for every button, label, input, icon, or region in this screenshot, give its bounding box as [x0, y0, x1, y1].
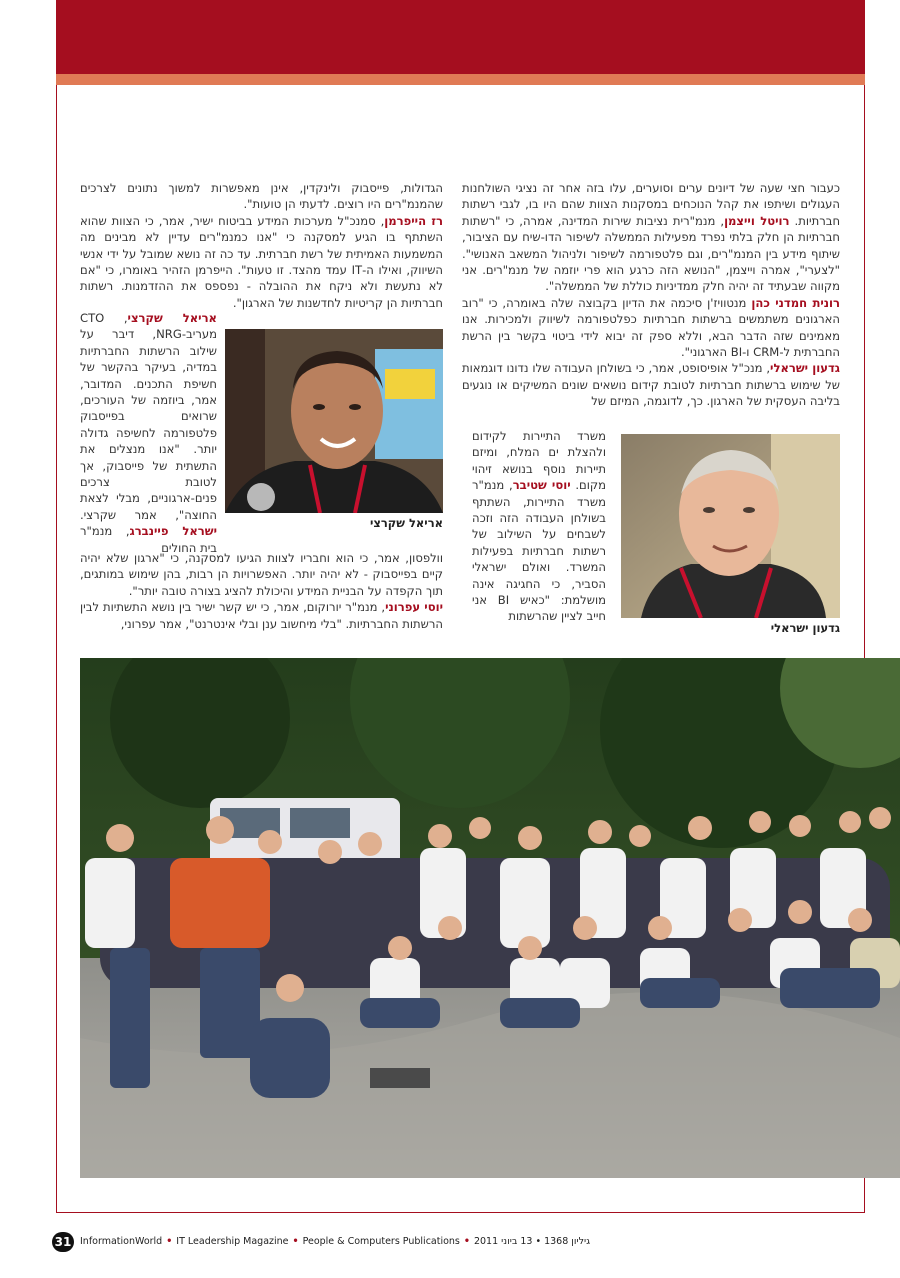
footer-magazine: IT Leadership Magazine	[176, 1236, 289, 1247]
speaker-name: אריאל שקרצי	[127, 311, 217, 325]
footer-issue: גיליון 1368 • 13 ביוני 2011	[473, 1236, 591, 1247]
paragraph-text: מנטוויז'ן סיכמה את הדיון בקבוצה שלה באומרה, כי "רוב הארגונים משתמשים ברשתות חברתיות כפלטפורמה לשיווק ולמכירות. אנו מאמינים שזה הדבר הבא, וללא ספק זה יבוא לידי ביטוי בקשר בין הרשת החברתית ל-CRM ו-BI הארגוני".	[462, 295, 840, 360]
frame-line-left	[56, 85, 57, 1213]
footer-publisher: People & Computers Publications	[302, 1236, 460, 1247]
photo-caption-ariel: אריאל שקרצי	[369, 516, 443, 530]
paragraph-text: , מנמ"ר בית החולים	[80, 524, 217, 555]
page-number: 31	[52, 1232, 74, 1252]
bullet-icon: •	[166, 1236, 173, 1247]
paragraph-text: משרד התיירות לקידום ולהצלת ים המלח, ומיזם תיירות נוסף בנושא זיהוי מקום.	[472, 429, 607, 493]
photo-caption-gideon: גדעון ישראלי	[770, 621, 840, 635]
portrait-photo-gideon	[621, 434, 840, 618]
speaker-name: רז הייפרמן	[384, 213, 443, 228]
bullet-icon: •	[292, 1236, 299, 1247]
article-wrap-right	[472, 428, 606, 625]
paragraph-text: , מנמ"ר יורוקום, אמר, כי יש קשר ישיר בין נושא התשתיות לבין הרשתות החברתיות. "בלי מיחשוב ענן ובלי אינטרנט", אמר עפרוני,	[80, 600, 443, 631]
speaker-name: יוסי שטיבר	[512, 478, 571, 493]
header-strip	[56, 74, 865, 85]
article-column-left	[80, 180, 443, 311]
footer-line	[80, 1236, 590, 1247]
paragraph-text: , מנמ"ר משרד התיירות, השתתף בשולחן העבודה הזה וזכה לשבחים על השילוב של רשתות חברתיות בפעילות המשרד. ואולם ישראלי הסביר, כי החגיגה אינה מושלמת: "כאיש BI אני חייב לציין שהרשתות	[472, 478, 606, 624]
paragraph	[80, 213, 443, 311]
speaker-name: ישראל פיינברג	[129, 524, 217, 539]
header-bar	[56, 0, 865, 74]
paragraph	[462, 180, 840, 295]
frame-line-bottom	[56, 1212, 865, 1213]
speaker-name: רונית חמדני כהן	[751, 295, 840, 310]
paragraph	[462, 295, 840, 361]
paragraph	[80, 599, 443, 632]
paragraph-text: , סמנכ"ל מערכות המידע בביטוח ישיר, אמר, כי הצוות שהוא השתתף בו הגיע למסקנה כי "אנו כמנמ"רים עדיין לא מבינים מה המשמעות האמיתית של רשת חברתית. עד כה זה נושא שמובל על ידי אנשי השיווק, ואילו ה-IT עמד מהצד. זו טעות". הייפרמן הזהיר באומרו, כי "אם לא נתעשת ולא ניקח את ההובלה - נפספס את ההזדמנות. רשתות חברתיות הן קריטיות לחדשנות של הארגון".	[80, 213, 443, 310]
paragraph-text: , מנכ"ל אופיסופט, אמר, כי בשולחן העבודה שלו נדונו דוגמאות של שימוש ברשתות חברתיות לטובת קידום נושאים שונים המשיקים או נוגעים בליבה העסקית של הארגון. כך, לדוגמה, המיזם של	[462, 361, 840, 409]
portrait-image	[621, 434, 840, 618]
article-wrap-left	[80, 310, 217, 556]
paragraph: הגדולות, פייסבוק ולינקדין, אינן מאפשרות למשוך נתונים לצרכים שהמנמ"רים היו רוצים. לדעתי הן טועות".	[80, 181, 443, 212]
portrait-photo-ariel	[225, 329, 443, 513]
bullet-icon: •	[463, 1236, 470, 1247]
paragraph-text: , CTO מעריב-NRG, דיבר על שילוב הרשתות החברתיות במדיה, בעיקר בהקשר של חשיפת התכנים. המדובר, אמר, ביוזמה של העורכים, שרואים בפייסבוק פלטפורמה לחשיפה גדולה יותר. "אנו מנצלים את התשתית של פייסבוק, אך לטובת צרכים פנים-ארגוניים, מבלי לצאת החוצה", אמר שקרצי.	[80, 311, 217, 522]
speaker-name: רויטל וייצמן	[724, 213, 790, 228]
footer-brand: InformationWorld	[80, 1236, 163, 1247]
paragraph-text: , מנמ"רית נציבות שירות המדינה, אמרה, כי "רשתות חברתיות הן חלק בלתי נפרד מפעילות הממשלה לשיפור הדו-שיח עם הציבור, שיתוף מידע בין המנמ"רים, וגם פלטפורמה לשיפור ולניהול המשאב האנושי". "לצערי", אמרה וייצמן, "הנושא הזה כרגע הוא פרי יוזמה של מנמ"רים. אני מקווה שבעתיד זה יהיה חלק ממדיניות כוללת של הממשלה".	[462, 213, 840, 294]
group-photo	[80, 658, 900, 1178]
portrait-image	[225, 329, 443, 513]
paragraph	[462, 360, 840, 409]
group-photo-image	[80, 658, 900, 1178]
paragraph: וולפסון, אמר, כי הוא וחבריו לצוות הגיעו למסקנה, כי "ארגון שלא יהיה קיים בפייסבוק - לא יהיה יותר. האפשרויות הן רבות, בהן שימוש במותגים, תוך הקפדה על הבניית המידע והיכולת להציג בצורה טובה יותר".	[80, 551, 443, 598]
speaker-name: גדעון ישראלי	[770, 361, 840, 376]
paragraph-text: כעבור חצי שעה של דיונים ערים וסוערים, עלו בזה אחר זה נציגי השולחנות העגולים ושיתפו את קהל הנוכחים במסקנות הצוות שהם היו בו, לגבי רשתות חברתיות.	[462, 181, 841, 228]
article-column-right	[462, 180, 840, 410]
article-column-left-bottom	[80, 550, 443, 632]
speaker-name: יוסי עפרוני	[385, 600, 443, 615]
